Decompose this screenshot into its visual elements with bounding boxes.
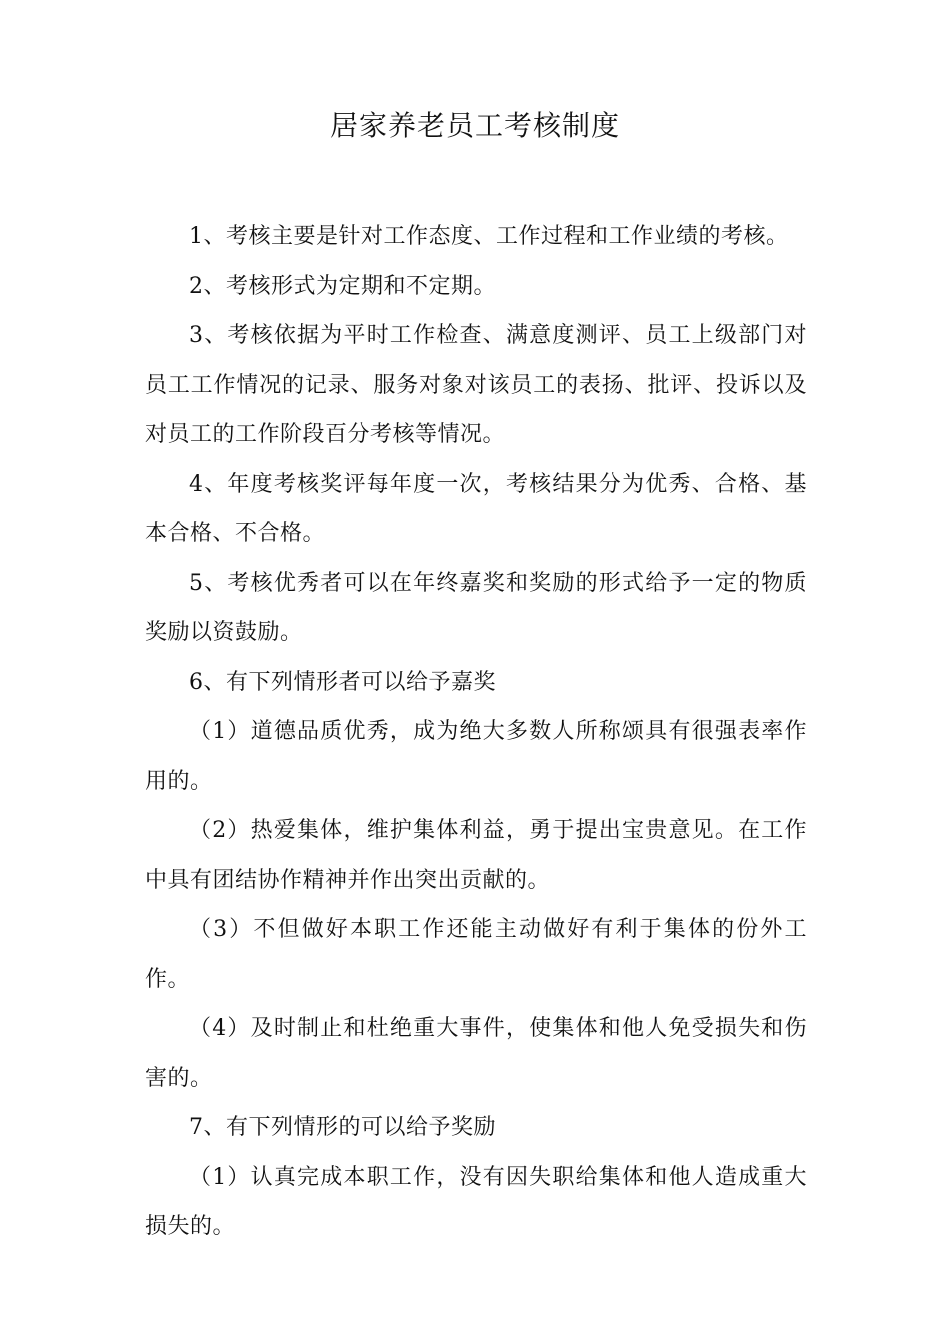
document-body [145,212,807,1252]
paragraph-3: 3、考核依据为平时工作检查、满意度测评、员工上级部门对员工工作情况的记录、服务对象对该员工的表扬、批评、投诉以及对员工的工作阶段百分考核等情况。 [145,323,807,447]
sub-item-6-2: （2）热爱集体，维护集体利益，勇于提出宝贵意见。在工作中具有团结协作精神并作出突出贡献的。 [145,818,807,893]
sub-item-6-3: （3）不但做好本职工作还能主动做好有利于集体的份外工作。 [145,917,807,992]
paragraph-2: 2、考核形式为定期和不定期。 [189,273,496,299]
paragraph-7: 7、有下列情形的可以给予奖励 [189,1115,496,1140]
paragraph-5: 5、考核优秀者可以在年终嘉奖和奖励的形式给予一定的物质奖励以资鼓励。 [145,570,807,645]
sub-item-6-1: （1）道德品质优秀，成为绝大多数人所称颂具有很强表率作用的。 [145,719,807,794]
paragraph-4: 4、年度考核奖评每年度一次，考核结果分为优秀、合格、基本合格、不合格。 [145,471,807,546]
paragraph-1: 1、考核主要是针对工作态度、工作过程和工作业绩的考核。 [189,224,789,249]
sub-item-6-4: （4）及时制止和杜绝重大事件，使集体和他人免受损失和伤害的。 [145,1016,807,1091]
sub-item-7-1: （1）认真完成本职工作，没有因失职给集体和他人造成重大损失的。 [145,1164,807,1239]
paragraph-6: 6、有下列情形者可以给予嘉奖 [189,669,496,695]
document-title: 居家养老员工考核制度 [329,109,620,142]
